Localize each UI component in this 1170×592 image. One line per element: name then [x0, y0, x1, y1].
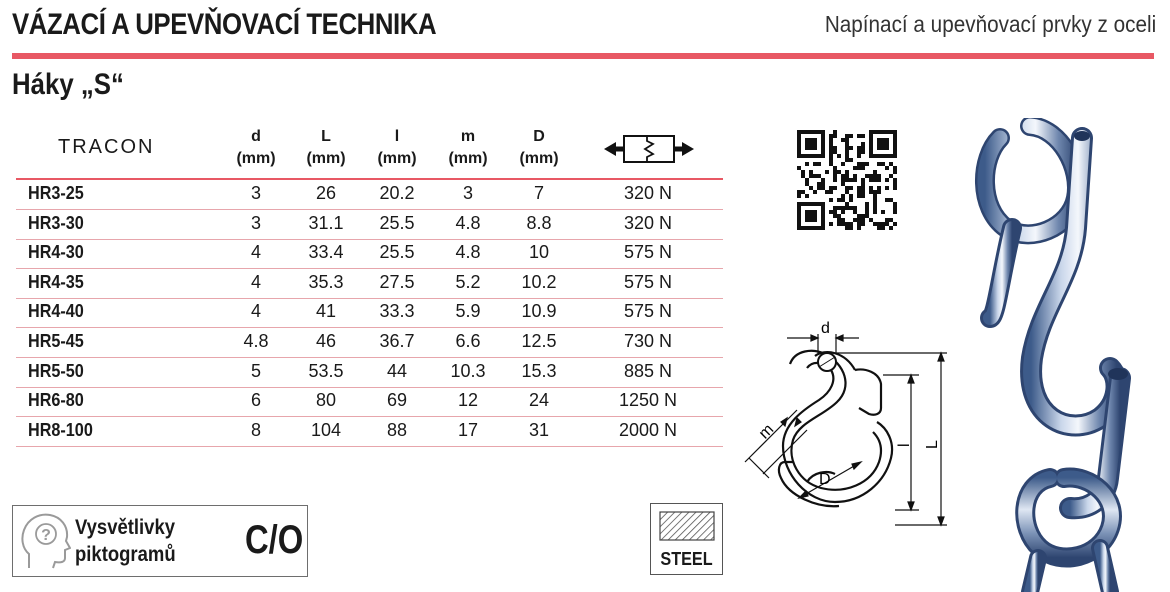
col-label: D: [533, 128, 545, 145]
cell-m: 12: [457, 390, 479, 411]
qr-code-icon: [797, 130, 897, 232]
product-code: HR5-50: [28, 360, 84, 381]
cell-l: 69: [386, 390, 408, 411]
cell-l: 88: [386, 419, 408, 440]
row-divider: [16, 446, 723, 447]
s-hook-chain-photo: [960, 118, 1170, 592]
cell-m: 17: [457, 419, 479, 440]
cell-d: 4.8: [243, 331, 269, 351]
table-row: [16, 180, 723, 210]
cell-l: 25.5: [379, 242, 415, 263]
table-row: [16, 269, 723, 299]
col-head-D: [514, 126, 564, 170]
product-code: HR6-80: [28, 390, 84, 411]
steel-material-pictogram: [650, 503, 723, 575]
legend-box: [12, 505, 308, 577]
cell-m: 5.2: [455, 271, 481, 292]
table-row: [16, 417, 723, 447]
legend-line-2: piktogramů: [75, 543, 176, 566]
dim-label-d: d: [821, 320, 830, 337]
svg-text:?: ?: [41, 527, 51, 544]
cell-d: 4: [250, 301, 261, 322]
hatched-material-icon: [652, 506, 722, 546]
col-unit: (mm): [306, 150, 346, 167]
header-divider: [12, 53, 1154, 59]
dim-label-L: L: [924, 440, 941, 449]
section-title: Háky „S“: [12, 68, 124, 101]
cell-load: 575 N: [623, 271, 673, 292]
cell-D: 24: [528, 390, 550, 411]
product-code: HR3-25: [28, 183, 84, 203]
col-label: m: [460, 128, 476, 145]
cell-load: 2000 N: [618, 419, 678, 440]
cell-D: 10.2: [521, 271, 557, 292]
cell-L: 35.3: [308, 271, 344, 292]
cell-L: 104: [310, 419, 342, 440]
cell-l: 44: [386, 360, 408, 381]
cell-m: 3: [462, 183, 473, 203]
col-unit: (mm): [377, 150, 417, 167]
cell-d: 8: [250, 419, 261, 440]
cell-l: 33.3: [379, 301, 415, 322]
cell-load: 320 N: [623, 183, 673, 203]
cell-D: 10.9: [521, 301, 557, 322]
cell-L: 46: [315, 331, 337, 351]
product-code: HR4-30: [28, 242, 84, 263]
cell-l: 25.5: [379, 212, 415, 233]
cell-m: 5.9: [455, 301, 481, 322]
cell-L: 80: [315, 390, 337, 411]
col-label: d: [251, 128, 261, 145]
steel-label: STEEL: [660, 549, 713, 569]
dim-label-m: m: [755, 421, 778, 443]
product-code: HR4-40: [28, 301, 84, 322]
col-head-d: [231, 126, 281, 170]
cell-load: 885 N: [623, 360, 673, 381]
s-hook-diagram: [735, 312, 955, 537]
cell-m: 10.3: [450, 360, 486, 381]
cell-D: 8.8: [526, 212, 552, 233]
col-unit: (mm): [519, 150, 559, 167]
cell-l: 27.5: [379, 271, 415, 292]
col-head-m: [443, 126, 493, 170]
cell-D: 31: [528, 419, 550, 440]
table-row: [16, 298, 723, 328]
cell-d: 4: [250, 271, 261, 292]
col-head-l: [372, 126, 422, 170]
product-code: HR4-35: [28, 271, 84, 292]
table-row: [16, 387, 723, 417]
legend-code: C/O: [245, 518, 304, 562]
col-unit: (mm): [448, 150, 488, 167]
cell-d: 6: [250, 390, 261, 411]
cell-d: 4: [250, 242, 261, 263]
table-row: [16, 358, 723, 388]
legend-line-1: Vysvětlivky: [75, 516, 176, 539]
table-row: [16, 328, 723, 358]
cell-load: 575 N: [623, 242, 673, 263]
brand-logo: TRACON: [58, 136, 155, 158]
product-code: HR5-45: [28, 331, 84, 351]
cell-load: 730 N: [623, 331, 673, 351]
col-label: l: [394, 128, 400, 145]
cell-l: 20.2: [379, 183, 415, 203]
cell-L: 41: [315, 301, 337, 322]
cell-L: 53.5: [308, 360, 344, 381]
dim-label-l: l: [896, 443, 913, 447]
tension-load-icon: [603, 130, 695, 168]
cell-d: 3: [250, 183, 261, 203]
page-subtitle: Napínací a upevňovací prvky z oceli: [824, 11, 1156, 37]
cell-L: 33.4: [308, 242, 344, 263]
dim-label-D: D: [819, 471, 831, 488]
cell-m: 4.8: [455, 242, 481, 263]
cell-load: 320 N: [623, 212, 673, 233]
cell-load: 575 N: [623, 301, 673, 322]
table-row: [16, 210, 723, 240]
cell-m: 4.8: [455, 212, 481, 233]
cell-D: 15.3: [521, 360, 557, 381]
col-head-L: [301, 126, 351, 170]
page-title: VÁZACÍ A UPEVŇOVACÍ TECHNIKA: [12, 8, 437, 41]
cell-d: 3: [250, 212, 261, 233]
product-code: HR3-30: [28, 212, 84, 233]
cell-d: 5: [250, 360, 261, 381]
cell-load: 1250 N: [618, 390, 678, 411]
cell-l: 36.7: [379, 331, 415, 351]
col-label: L: [321, 128, 331, 145]
cell-L: 31.1: [308, 212, 344, 233]
cell-L: 26: [315, 183, 337, 203]
cell-D: 12.5: [521, 331, 557, 351]
cell-D: 10: [528, 242, 550, 263]
table-row: [16, 239, 723, 269]
col-unit: (mm): [236, 150, 276, 167]
product-code: HR8-100: [28, 419, 93, 440]
cell-D: 7: [533, 183, 544, 203]
cell-m: 6.6: [455, 331, 481, 351]
head-question-icon: [19, 510, 71, 572]
legend-text: [75, 514, 176, 568]
